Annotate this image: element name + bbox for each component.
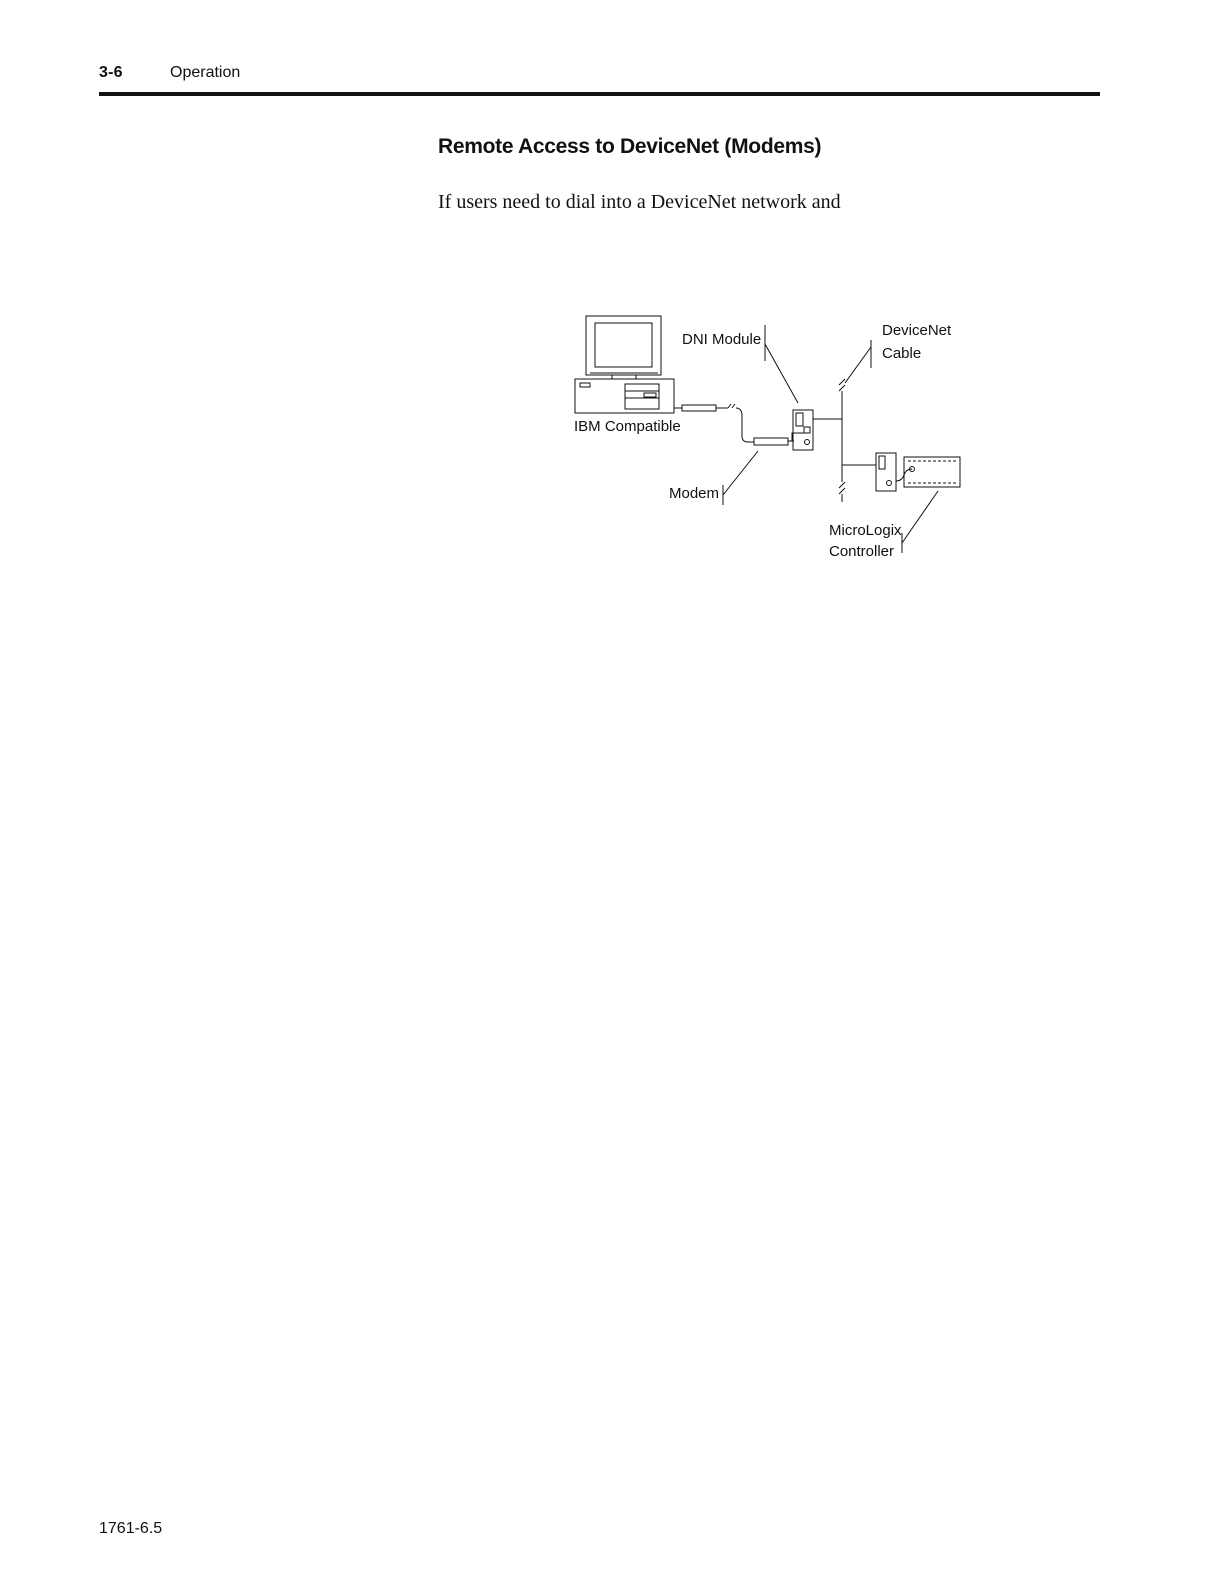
network-diagram bbox=[560, 305, 980, 575]
cable-label: Cable bbox=[882, 345, 922, 362]
section-name: Operation bbox=[170, 64, 241, 81]
modem-icon bbox=[754, 433, 806, 445]
devicenet-label: DeviceNet bbox=[882, 322, 952, 339]
page-number: 3-6 bbox=[99, 64, 123, 81]
modem-label: Modem bbox=[669, 485, 720, 502]
micrologix-label: MicroLogix bbox=[829, 522, 902, 539]
dni-module-label: DNI Module bbox=[682, 331, 762, 348]
body-paragraph: If users need to dial into a DeviceNet network and bbox=[438, 191, 841, 213]
ibm-compatible-label: IBM Compatible bbox=[574, 418, 681, 435]
micrologix-dni-icon bbox=[876, 453, 912, 491]
document-number: 1761-6.5 bbox=[99, 1520, 163, 1537]
network-diagram-svg bbox=[560, 305, 980, 570]
header-rule bbox=[99, 92, 1100, 96]
micrologix-controller-icon bbox=[904, 457, 960, 487]
monitor-icon bbox=[586, 316, 661, 379]
section-title: Remote Access to DeviceNet (Modems) bbox=[438, 135, 822, 158]
dni-module-icon bbox=[793, 410, 842, 450]
controller-label: Controller bbox=[829, 543, 895, 560]
serial-cable bbox=[674, 404, 754, 442]
devicenet-trunk bbox=[839, 379, 876, 502]
computer-base-icon bbox=[575, 379, 674, 413]
